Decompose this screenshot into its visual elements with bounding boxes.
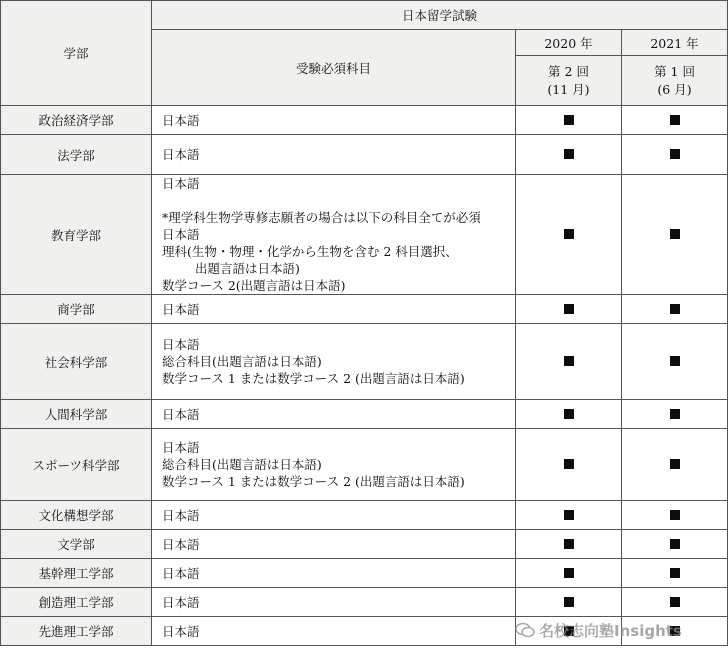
faculty-cell: スポーツ科学部	[1, 429, 152, 501]
required-mark-cell	[516, 588, 622, 617]
faculty-cell: 政治経済学部	[1, 106, 152, 135]
subject-line: 数学コース 1 または数学コース 2 (出題言語は日本語)	[162, 474, 465, 489]
filled-square-icon	[670, 149, 680, 159]
table-row	[1, 429, 728, 501]
required-mark-cell	[516, 400, 622, 429]
subjects-cell	[152, 324, 516, 400]
filled-square-icon	[564, 597, 574, 607]
table-row	[1, 175, 728, 295]
subject-line: 日本語	[162, 176, 200, 191]
faculty-cell: 商学部	[1, 295, 152, 324]
col1-session-header	[516, 56, 622, 106]
required-mark-cell	[622, 429, 728, 501]
filled-square-icon	[564, 356, 574, 366]
table-row	[1, 501, 728, 530]
subjects-cell	[152, 559, 516, 588]
filled-square-icon	[564, 149, 574, 159]
filled-square-icon	[564, 539, 574, 549]
required-mark-cell	[516, 429, 622, 501]
table-row	[1, 400, 728, 429]
table-row	[1, 588, 728, 617]
table-row	[1, 530, 728, 559]
subjects-cell	[152, 135, 516, 175]
col2-year-header: 2021 年	[622, 30, 728, 56]
subject-line: 日本語	[162, 147, 200, 162]
filled-square-icon	[564, 510, 574, 520]
subject-line: 日本語	[162, 337, 200, 352]
required-mark-cell	[516, 106, 622, 135]
watermark	[515, 620, 682, 642]
subject-line: 日本語	[162, 623, 200, 639]
required-mark-cell	[516, 295, 622, 324]
subject-line: 日本語	[162, 440, 200, 455]
faculty-cell: 教育学部	[1, 175, 152, 295]
filled-square-icon	[670, 229, 680, 239]
filled-square-icon	[670, 597, 680, 607]
required-mark-cell	[622, 135, 728, 175]
required-mark-cell	[622, 400, 728, 429]
subject-line: 総合科目(出題言語は日本語)	[162, 354, 322, 369]
subject-line: 日本語	[162, 301, 200, 317]
filled-square-icon	[564, 459, 574, 469]
exam-column-header: 日本留学試験	[152, 1, 728, 30]
col2-month: (6 月)	[657, 81, 692, 97]
col1-month: (11 月)	[547, 81, 590, 97]
subject-line: 日本語	[162, 227, 200, 242]
filled-square-icon	[564, 568, 574, 578]
subject-line	[162, 192, 515, 209]
filled-square-icon	[670, 304, 680, 314]
table-body	[1, 106, 728, 646]
filled-square-icon	[670, 115, 680, 125]
filled-square-icon	[670, 510, 680, 520]
faculty-cell: 創造理工学部	[1, 588, 152, 617]
faculty-cell: 文学部	[1, 530, 152, 559]
subject-line: 日本語	[162, 594, 200, 610]
subject-line: 日本語	[162, 507, 200, 523]
required-mark-cell	[516, 530, 622, 559]
faculty-cell: 基幹理工学部	[1, 559, 152, 588]
required-mark-cell	[516, 135, 622, 175]
col2-session-header	[622, 56, 728, 106]
subject-line: 数学コース 2(出題言語は日本語)	[162, 278, 346, 293]
subject-line: *理学科生物学専修志願者の場合は以下の科目全てが必須	[162, 210, 481, 225]
required-mark-cell	[622, 106, 728, 135]
subjects-cell	[152, 617, 516, 646]
filled-square-icon	[670, 409, 680, 419]
table-row	[1, 559, 728, 588]
col1-session: 第 2 回	[548, 63, 589, 79]
subjects-cell	[152, 400, 516, 429]
watermark-text: 名校志向塾Insights	[539, 622, 682, 640]
subjects-cell	[152, 295, 516, 324]
filled-square-icon	[670, 539, 680, 549]
faculty-cell: 先進理工学部	[1, 617, 152, 646]
required-mark-cell	[516, 559, 622, 588]
faculty-cell: 法学部	[1, 135, 152, 175]
faculty-cell: 文化構想学部	[1, 501, 152, 530]
subjects-cell	[152, 530, 516, 559]
subject-line: 日本語	[162, 112, 200, 128]
table-row	[1, 106, 728, 135]
filled-square-icon	[564, 115, 574, 125]
required-mark-cell	[622, 559, 728, 588]
filled-square-icon	[670, 459, 680, 469]
filled-square-icon	[564, 229, 574, 239]
filled-square-icon	[670, 356, 680, 366]
subject-line: 総合科目(出題言語は日本語)	[162, 457, 322, 472]
required-mark-cell	[516, 324, 622, 400]
required-mark-cell	[622, 530, 728, 559]
faculty-cell: 人間科学部	[1, 400, 152, 429]
required-mark-cell	[516, 175, 622, 295]
subjects-cell	[152, 501, 516, 530]
table-row	[1, 135, 728, 175]
subject-line: 数学コース 1 または数学コース 2 (出題言語は日本語)	[162, 371, 465, 386]
required-mark-cell	[516, 501, 622, 530]
faculty-column-header: 学部	[1, 1, 152, 106]
col2-session: 第 1 回	[654, 63, 695, 79]
filled-square-icon	[670, 568, 680, 578]
filled-square-icon	[564, 304, 574, 314]
required-mark-cell	[622, 295, 728, 324]
subject-line: 日本語	[162, 406, 200, 422]
subject-line: 日本語	[162, 565, 200, 581]
faculty-cell: 社会科学部	[1, 324, 152, 400]
required-mark-cell	[622, 588, 728, 617]
subjects-cell	[152, 106, 516, 135]
subjects-cell	[152, 175, 516, 295]
required-mark-cell	[622, 501, 728, 530]
subjects-column-header: 受験必須科目	[152, 30, 516, 106]
subject-line: 日本語	[162, 536, 200, 552]
chat-bubble-icon	[515, 622, 535, 642]
filled-square-icon	[564, 409, 574, 419]
required-mark-cell	[622, 324, 728, 400]
table-row	[1, 295, 728, 324]
col1-year-header: 2020 年	[516, 30, 622, 56]
subject-line: 出題言語は日本語)	[195, 261, 300, 276]
table-row	[1, 324, 728, 400]
required-mark-cell	[622, 175, 728, 295]
subject-line: 理科(生物・物理・化学から生物を含む 2 科目選択、	[162, 244, 458, 259]
subjects-cell	[152, 588, 516, 617]
subjects-cell	[152, 429, 516, 501]
